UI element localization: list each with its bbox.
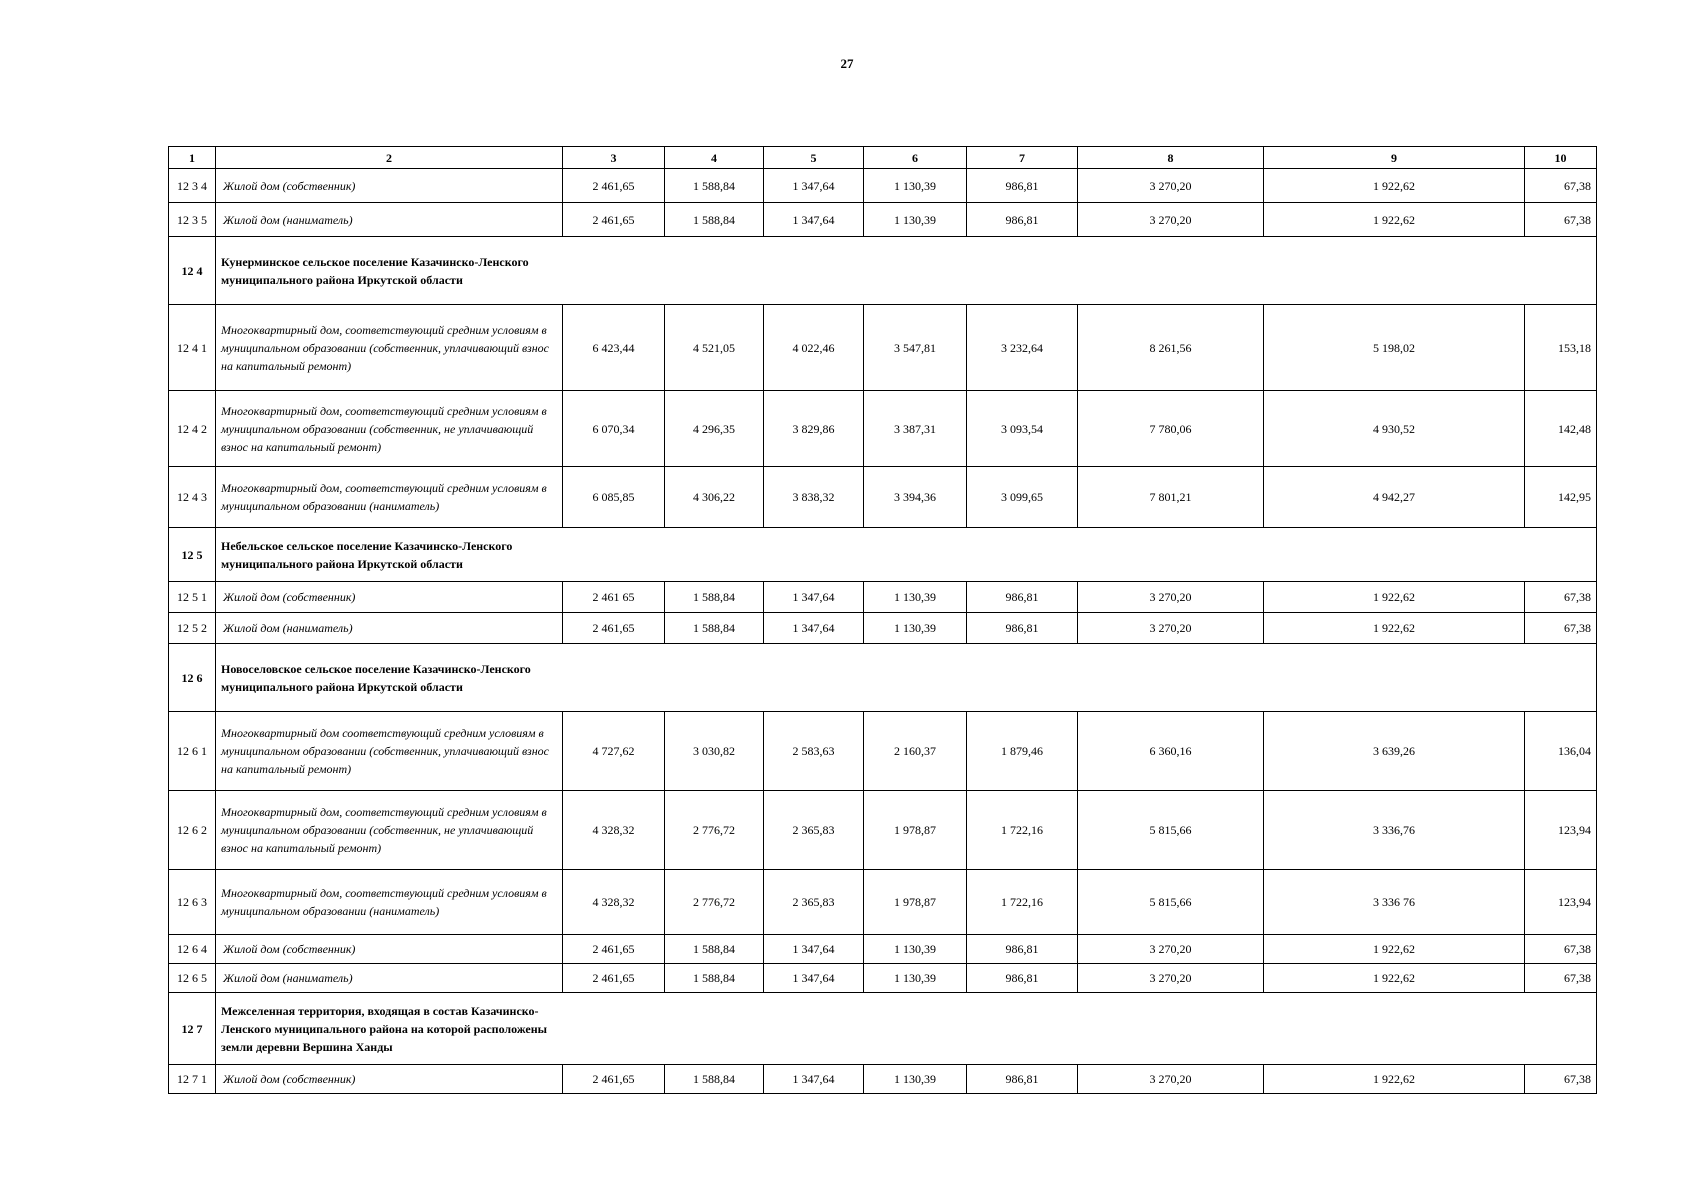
value-col-8: 3 270,20 — [1078, 935, 1264, 964]
table-row — [169, 935, 1597, 964]
row-code: 12 4 — [169, 237, 216, 305]
housing-type: Многоквартирный дом, соответствующий средним условиям в муниципальном образовании (наниматель) — [216, 467, 563, 528]
row-code: 12 3 5 — [169, 203, 216, 237]
row-code: 12 6 — [169, 644, 216, 712]
value-col-3: 2 461,65 — [563, 613, 665, 644]
value-col-9: 1 922,62 — [1264, 582, 1525, 613]
value-col-9: 3 336,76 — [1264, 791, 1525, 870]
column-header-9: 9 — [1264, 147, 1525, 169]
value-col-9: 1 922,62 — [1264, 169, 1525, 203]
housing-type: Многоквартирный дом соответствующий средним условиям в муниципальном образовании (собственник, уплачивающий взнос на капитальный ремонт) — [216, 712, 563, 791]
value-col-4: 1 588,84 — [665, 169, 764, 203]
row-code: 12 6 3 — [169, 870, 216, 935]
value-col-10: 123,94 — [1525, 791, 1597, 870]
row-code: 12 7 1 — [169, 1065, 216, 1094]
value-col-8: 8 261,56 — [1078, 305, 1264, 391]
column-header-5: 5 — [764, 147, 864, 169]
row-code: 12 7 — [169, 993, 216, 1065]
table-row — [169, 1065, 1597, 1094]
value-col-7: 986,81 — [967, 582, 1078, 613]
section-title: Кунерминское сельское поселение Казачинско-Ленского муниципального района Иркутской области — [221, 254, 529, 287]
housing-type: Жилой дом (наниматель) — [216, 613, 563, 644]
value-col-9: 1 922,62 — [1264, 1065, 1525, 1094]
value-col-5: 3 838,32 — [764, 467, 864, 528]
section-title: Небельское сельское поселение Казачинско-Ленского муниципального района Иркутской области — [221, 538, 513, 571]
section-title-cell — [216, 644, 1597, 712]
value-col-6: 1 130,39 — [864, 169, 967, 203]
value-col-6: 1 130,39 — [864, 613, 967, 644]
section-row — [169, 993, 1597, 1065]
value-col-6: 1 978,87 — [864, 870, 967, 935]
value-col-7: 1 722,16 — [967, 870, 1078, 935]
section-row — [169, 237, 1597, 305]
row-code: 12 6 2 — [169, 791, 216, 870]
value-col-6: 3 547,81 — [864, 305, 967, 391]
row-code: 12 3 4 — [169, 169, 216, 203]
value-col-7: 986,81 — [967, 1065, 1078, 1094]
housing-type: Жилой дом (собственник) — [216, 935, 563, 964]
section-title-cell — [216, 993, 1597, 1065]
section-title: Межселенная территория, входящая в состав Казачинско-Ленского муниципального района на которой расположены земли деревни Вершина Ханды — [221, 1003, 548, 1054]
section-title-cell — [216, 528, 1597, 582]
value-col-3: 2 461,65 — [563, 935, 665, 964]
section-title: Новоселовское сельское поселение Казачинско-Ленского муниципального района Иркутской области — [221, 661, 531, 694]
value-col-7: 986,81 — [967, 203, 1078, 237]
value-col-8: 3 270,20 — [1078, 964, 1264, 993]
housing-type: Жилой дом (собственник) — [216, 1065, 563, 1094]
value-col-9: 5 198,02 — [1264, 305, 1525, 391]
value-col-4: 4 306,22 — [665, 467, 764, 528]
table-row — [169, 305, 1597, 391]
value-col-9: 1 922,62 — [1264, 613, 1525, 644]
column-header-3: 3 — [563, 147, 665, 169]
value-col-6: 3 394,36 — [864, 467, 967, 528]
table-row — [169, 391, 1597, 467]
value-col-4: 1 588,84 — [665, 1065, 764, 1094]
value-col-8: 3 270,20 — [1078, 203, 1264, 237]
value-col-3: 6 423,44 — [563, 305, 665, 391]
table-row — [169, 169, 1597, 203]
housing-type: Многоквартирный дом, соответствующий средним условиям в муниципальном образовании (наниматель) — [216, 870, 563, 935]
table-body — [169, 147, 1597, 1094]
value-col-8: 5 815,66 — [1078, 791, 1264, 870]
value-col-6: 1 130,39 — [864, 964, 967, 993]
value-col-10: 142,95 — [1525, 467, 1597, 528]
housing-type: Жилой дом (собственник) — [216, 169, 563, 203]
value-col-4: 1 588,84 — [665, 582, 764, 613]
row-code: 12 4 1 — [169, 305, 216, 391]
value-col-4: 1 588,84 — [665, 935, 764, 964]
value-col-9: 1 922,62 — [1264, 203, 1525, 237]
table-row — [169, 712, 1597, 791]
housing-type: Жилой дом (наниматель) — [216, 203, 563, 237]
value-col-3: 6 085,85 — [563, 467, 665, 528]
value-col-4: 2 776,72 — [665, 870, 764, 935]
value-col-4: 4 296,35 — [665, 391, 764, 467]
housing-type: Многоквартирный дом, соответствующий средним условиям в муниципальном образовании (собственник, уплачивающий взнос на капитальный ремонт) — [216, 305, 563, 391]
value-col-9: 3 336 76 — [1264, 870, 1525, 935]
value-col-7: 986,81 — [967, 964, 1078, 993]
value-col-4: 3 030,82 — [665, 712, 764, 791]
value-col-10: 67,38 — [1525, 964, 1597, 993]
value-col-7: 3 093,54 — [967, 391, 1078, 467]
value-col-10: 136,04 — [1525, 712, 1597, 791]
value-col-9: 1 922,62 — [1264, 964, 1525, 993]
value-col-7: 986,81 — [967, 169, 1078, 203]
column-header-8: 8 — [1078, 147, 1264, 169]
value-col-9: 1 922,62 — [1264, 935, 1525, 964]
value-col-6: 3 387,31 — [864, 391, 967, 467]
row-code: 12 6 1 — [169, 712, 216, 791]
value-col-5: 2 365,83 — [764, 870, 864, 935]
value-col-8: 7 780,06 — [1078, 391, 1264, 467]
row-code: 12 4 3 — [169, 467, 216, 528]
row-code: 12 4 2 — [169, 391, 216, 467]
value-col-5: 1 347,64 — [764, 935, 864, 964]
row-code: 12 5 2 — [169, 613, 216, 644]
value-col-7: 986,81 — [967, 613, 1078, 644]
value-col-8: 3 270,20 — [1078, 169, 1264, 203]
value-col-6: 1 978,87 — [864, 791, 967, 870]
value-col-9: 3 639,26 — [1264, 712, 1525, 791]
value-col-5: 1 347,64 — [764, 1065, 864, 1094]
value-col-10: 67,38 — [1525, 935, 1597, 964]
tariff-table — [168, 146, 1597, 1094]
table-row — [169, 964, 1597, 993]
value-col-10: 67,38 — [1525, 203, 1597, 237]
column-header-1: 1 — [169, 147, 216, 169]
row-code: 12 5 1 — [169, 582, 216, 613]
value-col-5: 1 347,64 — [764, 203, 864, 237]
value-col-4: 1 588,84 — [665, 203, 764, 237]
value-col-3: 2 461,65 — [563, 1065, 665, 1094]
value-col-3: 2 461,65 — [563, 203, 665, 237]
value-col-8: 6 360,16 — [1078, 712, 1264, 791]
column-header-6: 6 — [864, 147, 967, 169]
value-col-9: 4 942,27 — [1264, 467, 1525, 528]
value-col-5: 1 347,64 — [764, 169, 864, 203]
section-row — [169, 528, 1597, 582]
value-col-10: 67,38 — [1525, 1065, 1597, 1094]
value-col-3: 4 328,32 — [563, 791, 665, 870]
value-col-4: 4 521,05 — [665, 305, 764, 391]
value-col-5: 2 365,83 — [764, 791, 864, 870]
section-row — [169, 644, 1597, 712]
row-code: 12 5 — [169, 528, 216, 582]
housing-type: Жилой дом (наниматель) — [216, 964, 563, 993]
value-col-10: 123,94 — [1525, 870, 1597, 935]
value-col-6: 1 130,39 — [864, 582, 967, 613]
value-col-4: 1 588,84 — [665, 964, 764, 993]
value-col-8: 3 270,20 — [1078, 582, 1264, 613]
value-col-10: 67,38 — [1525, 582, 1597, 613]
value-col-8: 3 270,20 — [1078, 1065, 1264, 1094]
value-col-10: 67,38 — [1525, 613, 1597, 644]
value-col-5: 1 347,64 — [764, 964, 864, 993]
section-title-cell — [216, 237, 1597, 305]
row-code: 12 6 4 — [169, 935, 216, 964]
row-code: 12 6 5 — [169, 964, 216, 993]
table-header-row — [169, 147, 1597, 169]
value-col-5: 4 022,46 — [764, 305, 864, 391]
value-col-9: 4 930,52 — [1264, 391, 1525, 467]
value-col-10: 153,18 — [1525, 305, 1597, 391]
housing-type: Многоквартирный дом, соответствующий средним условиям в муниципальном образовании (собственник, не уплачивающий взнос на капитальный ремонт) — [216, 391, 563, 467]
value-col-7: 986,81 — [967, 935, 1078, 964]
column-header-2: 2 — [216, 147, 563, 169]
value-col-3: 2 461,65 — [563, 169, 665, 203]
value-col-6: 1 130,39 — [864, 203, 967, 237]
value-col-8: 3 270,20 — [1078, 613, 1264, 644]
value-col-7: 3 099,65 — [967, 467, 1078, 528]
table-row — [169, 870, 1597, 935]
table-row — [169, 791, 1597, 870]
value-col-6: 2 160,37 — [864, 712, 967, 791]
table-row — [169, 613, 1597, 644]
value-col-4: 2 776,72 — [665, 791, 764, 870]
value-col-3: 4 328,32 — [563, 870, 665, 935]
value-col-5: 3 829,86 — [764, 391, 864, 467]
column-header-10: 10 — [1525, 147, 1597, 169]
column-header-7: 7 — [967, 147, 1078, 169]
value-col-5: 1 347,64 — [764, 613, 864, 644]
housing-type: Многоквартирный дом, соответствующий средним условиям в муниципальном образовании (собственник, не уплачивающий взнос на капитальный ремонт) — [216, 791, 563, 870]
table-row — [169, 582, 1597, 613]
value-col-3: 6 070,34 — [563, 391, 665, 467]
value-col-3: 2 461,65 — [563, 964, 665, 993]
column-header-4: 4 — [665, 147, 764, 169]
value-col-4: 1 588,84 — [665, 613, 764, 644]
value-col-7: 3 232,64 — [967, 305, 1078, 391]
housing-type: Жилой дом (собственник) — [216, 582, 563, 613]
value-col-10: 142,48 — [1525, 391, 1597, 467]
value-col-10: 67,38 — [1525, 169, 1597, 203]
page-number: 27 — [840, 56, 854, 71]
value-col-5: 1 347,64 — [764, 582, 864, 613]
value-col-7: 1 879,46 — [967, 712, 1078, 791]
table-row — [169, 203, 1597, 237]
table-row — [169, 467, 1597, 528]
value-col-7: 1 722,16 — [967, 791, 1078, 870]
value-col-6: 1 130,39 — [864, 935, 967, 964]
value-col-6: 1 130,39 — [864, 1065, 967, 1094]
value-col-8: 7 801,21 — [1078, 467, 1264, 528]
value-col-3: 4 727,62 — [563, 712, 665, 791]
value-col-5: 2 583,63 — [764, 712, 864, 791]
value-col-3: 2 461 65 — [563, 582, 665, 613]
value-col-8: 5 815,66 — [1078, 870, 1264, 935]
